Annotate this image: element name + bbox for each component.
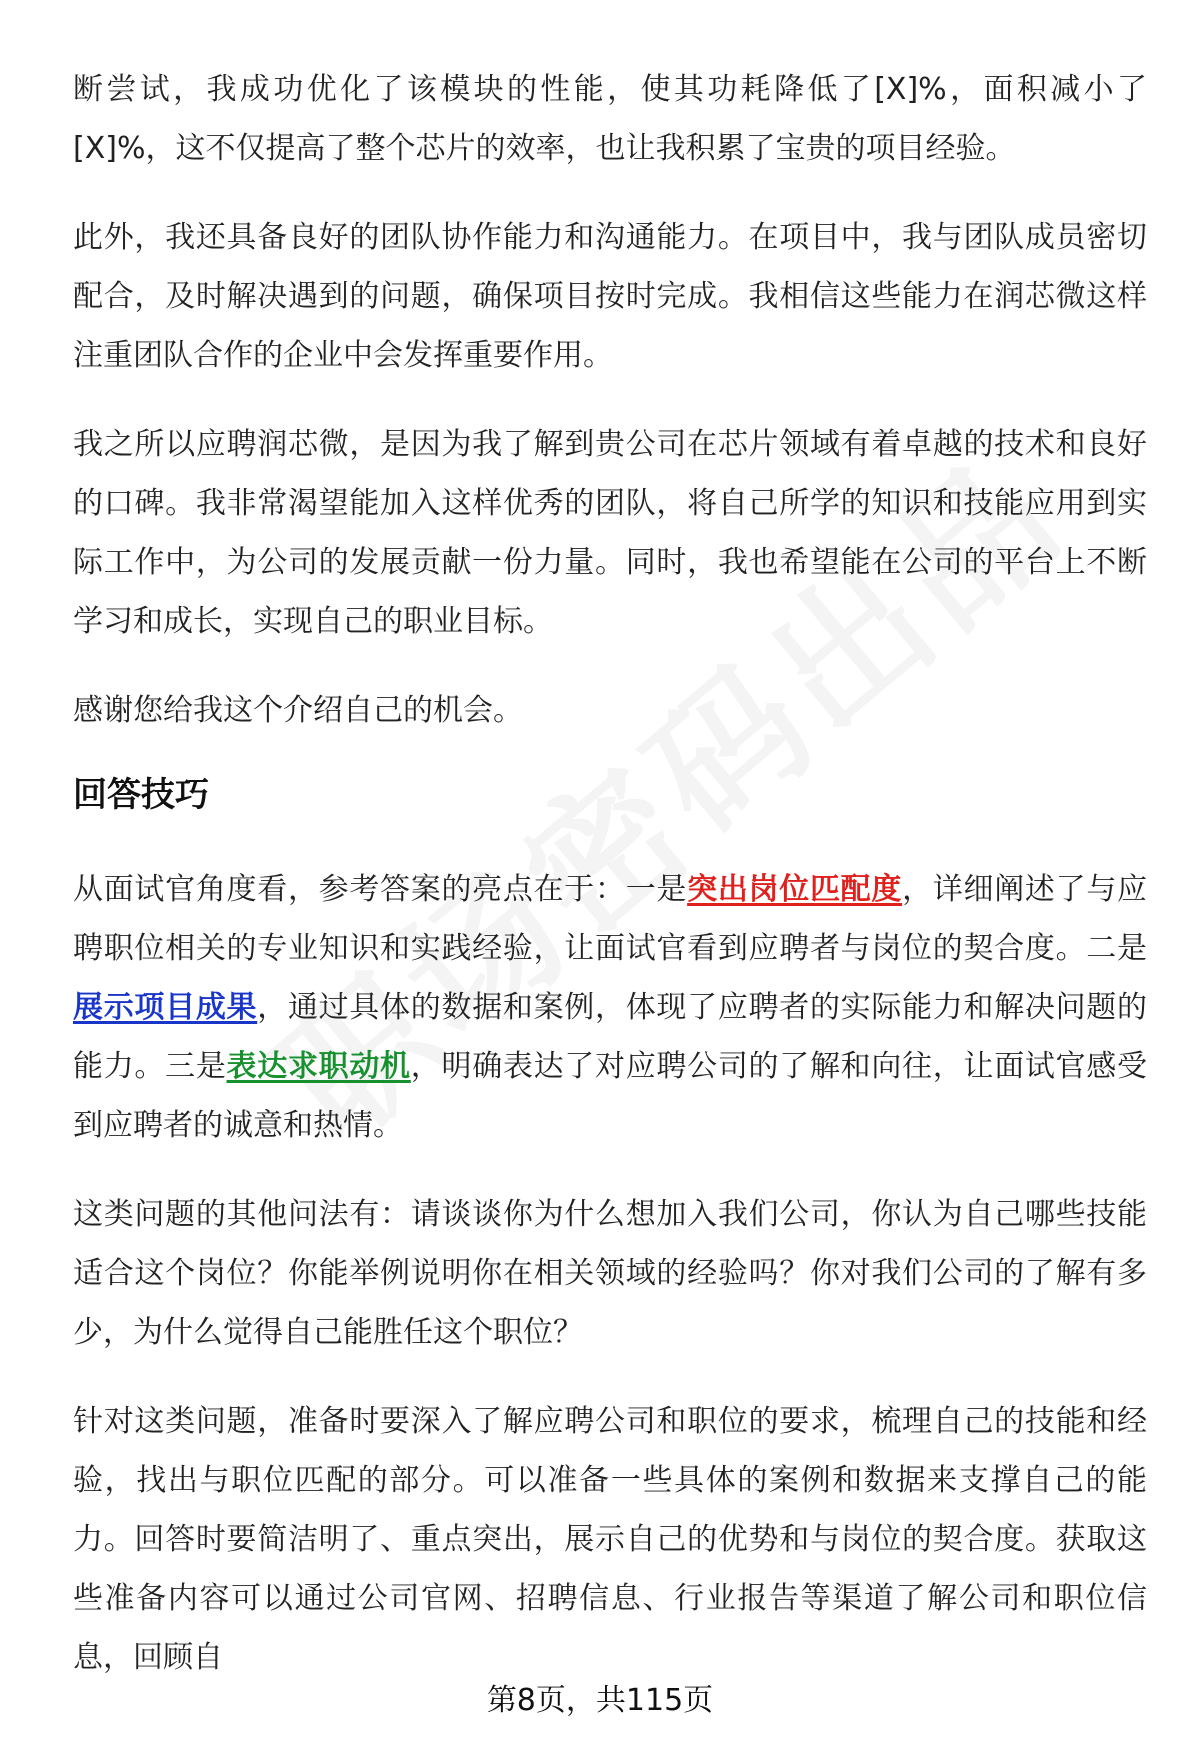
paragraph-project-result: 断尝试，我成功优化了该模块的性能，使其功耗降低了[X]%，面积减小了[X]%，这不仅提高了整个芯片的效率，也让我积累了宝贵的项目经验。 [73, 72, 1147, 166]
paragraph-motivation: 我之所以应聘润芯微，是因为我了解到贵公司在芯片领域有着卓越的技术和良好的口碑。我非常渴望能加入这样优秀的团队，将自己所学的知识和技能应用到实际工作中，为公司的发展贡献一份力量。同时，我也希望能在公司的平台上不断学习和成长，实现自己的职业目标。 [73, 427, 1147, 639]
paragraph-preparation: 针对这类问题，准备时要深入了解应聘公司和职位的要求，梳理自己的技能和经验，找出与职位匹配的部分。可以准备一些具体的案例和数据来支撑自己的能力。回答时要简洁明了、重点突出，展示自己的优势和与岗位的契合度。获取这些准备内容可以通过公司官网、招聘信息、行业报告等渠道了解公司和职位信息，回顾自 [73, 1404, 1147, 1675]
tips-text: 从面试官角度看，参考答案的亮点在于：一是 [73, 872, 688, 907]
section-heading: 回答技巧 [73, 775, 209, 815]
page-content [73, 60, 1147, 1717]
page-number: 第8页，共115页 [486, 1683, 714, 1718]
paragraph-tips [73, 860, 1147, 1155]
paragraph-teamwork: 此外，我还具备良好的团队协作能力和沟通能力。在项目中，我与团队成员密切配合，及时解决遇到的问题，确保项目按时完成。我相信这些能力在润芯微这样注重团队合作的企业中会发挥重要作用。 [73, 220, 1147, 373]
tips-text: ，通过具体的数据和案例，体现了应聘者的实际能力和解决问题的能力。三是 [73, 990, 1148, 1084]
paragraph-other-questions: 这类问题的其他问法有：请谈谈你为什么想加入我们公司，你认为自己哪些技能适合这个岗位？你能举例说明你在相关领域的经验吗？你对我们公司的了解有多少，为什么觉得自己能胜任这个职位？ [73, 1197, 1147, 1350]
paragraph-thanks: 感谢您给我这个介绍自己的机会。 [73, 693, 523, 728]
tips-text: ，明确表达了对应聘公司的了解和向往，让面试官感受到应聘者的诚意和热情。 [73, 1049, 1148, 1143]
tips-text: ，详细阐述了与应聘职位相关的专业知识和实践经验，让面试官看到应聘者与岗位的契合度。二是 [73, 872, 1148, 966]
highlight-job-match: 突出岗位匹配度 [687, 872, 903, 907]
highlight-project-results: 展示项目成果 [73, 990, 258, 1025]
highlight-job-motivation: 表达求职动机 [226, 1049, 411, 1084]
